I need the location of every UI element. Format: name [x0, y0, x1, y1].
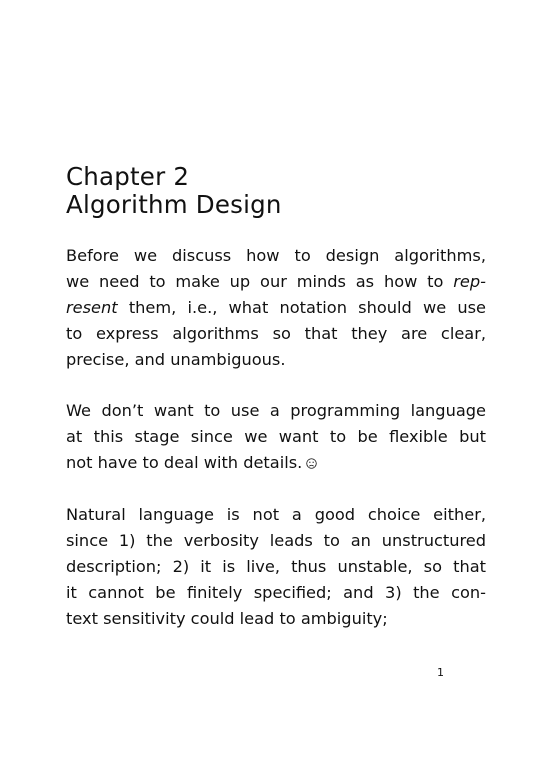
chapter-title: Algorithm Design — [66, 190, 282, 219]
text-line: Natural language is not a good choice either, — [66, 505, 486, 524]
text-line: since 1) the verbosity leads to an unstructured — [66, 531, 486, 550]
page-number: 1 — [437, 666, 444, 679]
text-line: resent them, i.e., what notation should we use — [66, 298, 486, 317]
text-line: it cannot be finitely specified; and 3) the con- — [66, 583, 486, 602]
emphasis-text: rep- — [453, 272, 486, 291]
frown-icon — [306, 451, 317, 477]
chapter-heading — [66, 163, 282, 219]
chapter-number: Chapter 2 — [66, 162, 190, 191]
text-line: not have to deal with details. — [66, 450, 486, 476]
text-line: description; 2) it is live, thus unstable, so that — [66, 557, 486, 576]
text-line: to express algorithms so that they are clear, — [66, 324, 486, 343]
text-line: we need to make up our minds as how to rep- — [66, 272, 486, 291]
text-line: Before we discuss how to design algorithms, — [66, 246, 486, 265]
paragraph-programming-language — [66, 398, 486, 476]
text-line: We don’t want to use a programming language — [66, 401, 486, 420]
paragraph-natural-language — [66, 502, 486, 632]
paragraph-representation — [66, 243, 486, 373]
text-line: text sensitivity could lead to ambiguity; — [66, 609, 388, 628]
text-line: at this stage since we want to be flexible but — [66, 427, 486, 446]
emphasis-text: resent — [66, 298, 118, 317]
text-line: precise, and unambiguous. — [66, 350, 286, 369]
